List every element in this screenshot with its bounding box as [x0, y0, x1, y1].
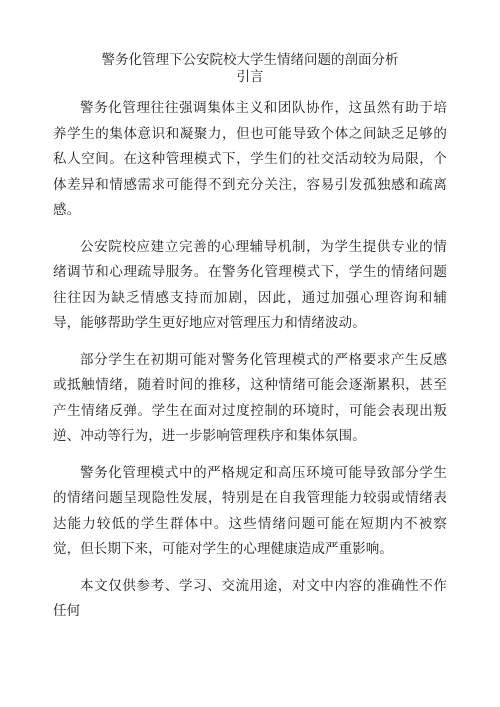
paragraph-3: 部分学生在初期可能对警务化管理模式的严格要求产生反感或抵触情绪，随着时间的推移，这种情绪可能会逐渐累积，甚至产生情绪反弹。学生在面对过度控制的环境时，可能会表现出叛逆、冲动等行为，进一步影响管理秩序和集体氛围。 [53, 351, 447, 444]
paragraph-1: 警务化管理往往强调集体主义和团队协作，这虽然有助于培养学生的集体意识和凝聚力，但也可能导致个体之间缺乏足够的私人空间。在这种管理模式下，学生们的社交活动较为局限，个体差异和情感需求可能得不到充分关注，容易引发孤独感和疏离感。 [53, 100, 447, 218]
document-title: 警务化管理下公安院校大学生情绪问题的剖面分析 [101, 52, 399, 68]
paragraph-5: 本文仅供参考、学习、交流用途，对文中内容的准确性不作任何 [53, 577, 447, 619]
paragraph-2: 公安院校应建立完善的心理辅导机制，为学生提供专业的情绪调节和心理疏导服务。在警务化管理模式下，学生的情绪问题往往因为缺乏情感支持而加剧，因此，通过加强心理咨询和辅导，能够帮助学生更好地应对管理压力和情绪波动。 [53, 238, 447, 331]
paragraph-4: 警务化管理模式中的严格规定和高压环境可能导致部分学生的情绪问题呈现隐性发展，特别是在自我管理能力较弱或情绪表达能力较低的学生群体中。这些情绪问题可能在短期内不被察觉，但长期下来，可能对学生的心理健康造成严重影响。 [53, 464, 447, 557]
section-heading: 引言 [236, 69, 264, 85]
